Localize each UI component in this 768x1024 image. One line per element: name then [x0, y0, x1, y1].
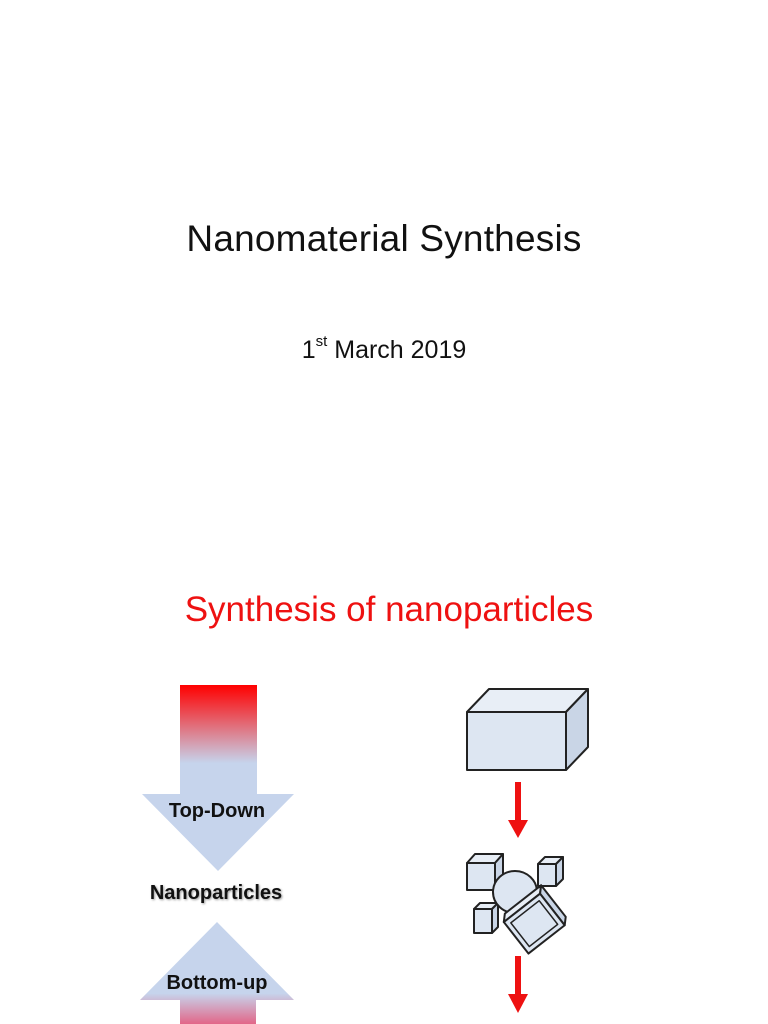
- slide-title: Nanomaterial Synthesis: [186, 218, 582, 259]
- bulk-material-block: [467, 689, 588, 770]
- bottom-up-label: Bottom-up: [166, 972, 268, 994]
- slide-heading: Synthesis of nanoparticles: [184, 590, 594, 629]
- slide-date: [0, 333, 768, 365]
- top-down-arrow: [142, 685, 294, 871]
- synthesis-diagram: [0, 576, 768, 1024]
- content-slide: [0, 576, 768, 1024]
- date-rest: March 2019: [327, 336, 467, 364]
- fragmented-particles: [467, 854, 569, 954]
- top-down-label: Top-Down: [168, 800, 266, 822]
- date-suffix: st: [315, 333, 328, 350]
- nanoparticles-label: Nanoparticles: [149, 882, 283, 904]
- process-arrow-down-icon: [508, 782, 528, 838]
- date-day: 1: [301, 336, 316, 364]
- process-arrow-down-icon-2: [508, 956, 528, 1013]
